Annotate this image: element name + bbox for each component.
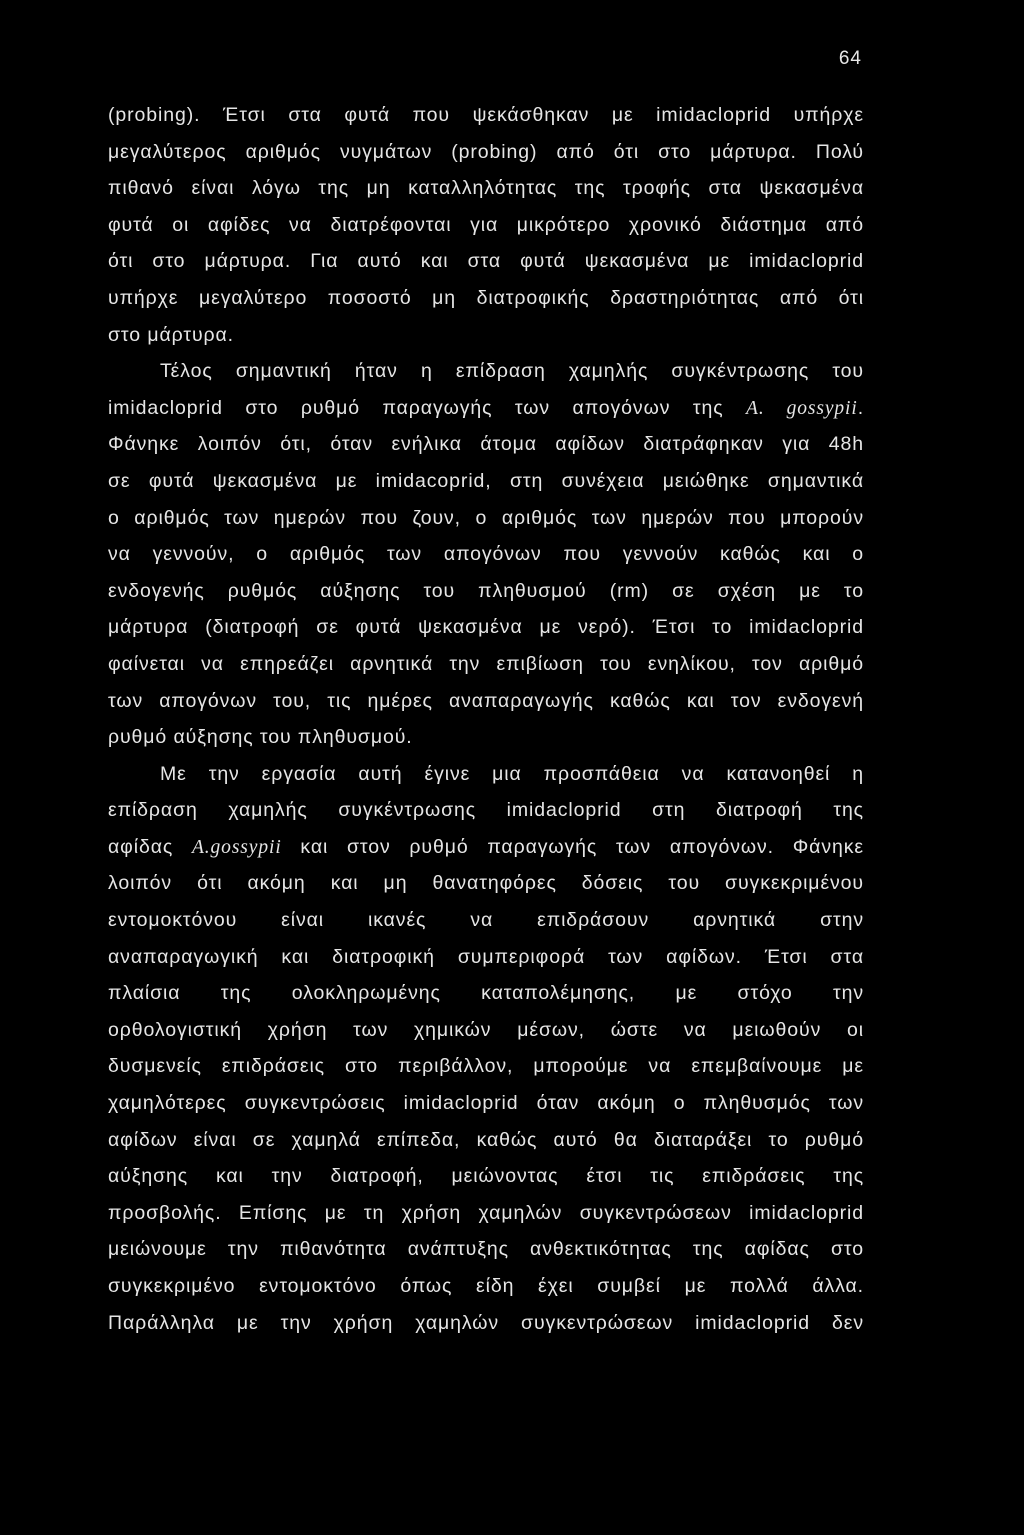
body-text <box>108 97 864 1341</box>
page-number: 64 <box>838 48 862 69</box>
text-line: δυσμενείς επιδράσεις στο περιβάλλον, μπορούμε να επεμβαίνουμε με <box>108 1055 864 1078</box>
text-line: imidacloprid στο ρυθμό παραγωγής των απογόνων της A. gossypii. <box>108 396 865 419</box>
text-line: στο μάρτυρα. <box>108 323 235 346</box>
text-line: αφίδων είναι σε χαμηλά επίπεδα, καθώς αυτό θα διαταράξει το ρυθμό <box>108 1128 864 1151</box>
text-line: πιθανό είναι λόγω της μη καταλληλότητας της τροφής στα ψεκασμένα <box>108 177 864 200</box>
text-line: μεγαλύτερος αριθμός νυγμάτων (probing) από ότι στο μάρτυρα. Πολύ <box>108 140 864 163</box>
species-name: A.gossypii <box>191 836 282 858</box>
text-line: αναπαραγωγική και διατροφική συμπεριφορά των αφίδων. Έτσι στα <box>108 945 864 968</box>
text-line: να γεννούν, ο αριθμός των απογόνων που γεννούν καθώς και ο <box>108 543 864 566</box>
text-line: των απογόνων του, τις ημέρες αναπαραγωγής καθώς και τον ενδογενή <box>108 689 864 712</box>
text-line: Παράλληλα με την χρήση χαμηλών συγκεντρώσεων imidacloprid δεν <box>108 1311 864 1334</box>
text-line: Με την εργασία αυτή έγινε μια προσπάθεια να κατανοηθεί η <box>160 762 864 785</box>
text-line: ρυθμό αύξησης του πληθυσμού. <box>108 726 413 749</box>
text-line: εντομοκτόνου είναι ικανές να επιδράσουν αρνητικά στην <box>108 909 864 932</box>
text-line: Φάνηκε λοιπόν ότι, όταν ενήλικα άτομα αφίδων διατράφηκαν για 48h <box>108 433 864 456</box>
text-line: συγκεκριμένο εντομοκτόνο όπως είδη έχει συμβεί με πολλά άλλα. <box>108 1275 864 1297</box>
text-line: προσβολής. Επίσης με τη χρήση χαμηλών συγκεντρώσεων imidacloprid <box>108 1201 864 1224</box>
text-line: μειώνουμε την πιθανότητα ανάπτυξης ανθεκτικότητας της αφίδας στο <box>108 1238 864 1261</box>
text-line: φυτά οι αφίδες να διατρέφονται για μικρότερο χρονικό διάστημα από <box>108 213 864 236</box>
text-line: ενδογενής ρυθμός αύξησης του πληθυσμού (rm) σε σχέση με το <box>108 579 864 602</box>
text-line: αύξησης και την διατροφή, μειώνοντας έτσι τις επιδράσεις της <box>108 1165 864 1188</box>
text-line: (probing). Έτσι στα φυτά που ψεκάσθηκαν με imidacloprid υπήρχε <box>108 104 864 126</box>
text-line: μάρτυρα (διατροφή σε φυτά ψεκασμένα με νερό). Έτσι το imidacloprid <box>108 616 864 639</box>
text-line: Τέλος σημαντική ήταν η επίδραση χαμηλής συγκέντρωσης του <box>160 360 864 383</box>
text-line: λοιπόν ότι ακόμη και μη θανατηφόρες δόσεις του συγκεκριμένου <box>108 872 864 895</box>
text-line: σε φυτά ψεκασμένα με imidacoprid, στη συνέχεια μειώθηκε σημαντικά <box>108 469 864 492</box>
text-line: φαίνεται να επηρεάζει αρνητικά την επιβίωση του ενηλίκου, τον αριθμό <box>108 652 864 675</box>
text-line: χαμηλότερες συγκεντρώσεις imidacloprid όταν ακόμη ο πληθυσμός των <box>108 1092 864 1115</box>
text-line: πλαίσια της ολοκληρωμένης καταπολέμησης, με στόχο την <box>108 982 864 1005</box>
text-line: ότι στο μάρτυρα. Για αυτό και στα φυτά ψεκασμένα με imidacloprid <box>108 250 864 273</box>
text-line: υπήρχε μεγαλύτερο ποσοστό μη διατροφικής δραστηριότητας από ότι <box>108 286 864 309</box>
text-line: ο αριθμός των ημερών που ζουν, ο αριθμός των ημερών που μπορούν <box>108 506 864 529</box>
species-name: A. gossypii <box>746 397 858 419</box>
text-line: ορθολογιστική χρήση των χημικών μέσων, ώστε να μειωθούν οι <box>108 1018 864 1041</box>
text-line: αφίδας A.gossypii και στον ρυθμό παραγωγής των απογόνων. Φάνηκε <box>108 835 864 858</box>
text-line: επίδραση χαμηλής συγκέντρωσης imidacloprid στη διατροφή της <box>108 799 864 822</box>
